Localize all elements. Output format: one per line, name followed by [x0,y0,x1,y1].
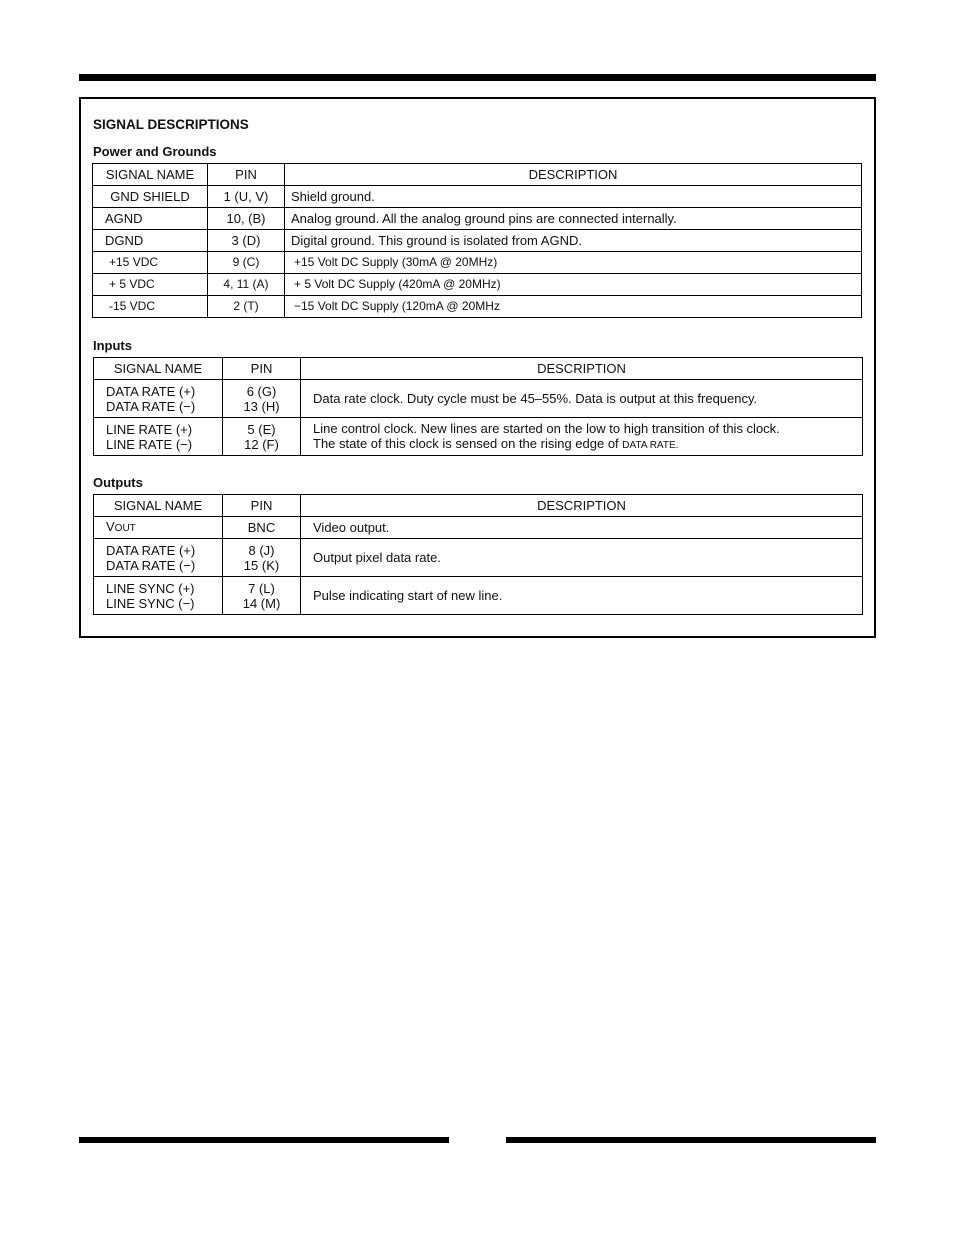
inputs-table [93,357,863,456]
signal-descriptions-frame [79,97,876,638]
signal-name [94,418,223,456]
table-row [94,577,863,615]
pin-positive: 8 (J) [248,542,275,558]
table-row [93,252,862,274]
header-signal-name: SIGNAL NAME [94,358,223,380]
description: Output pixel data rate. [301,539,863,577]
pin-positive: 7 (L) [248,580,275,596]
table-header-row [94,358,863,380]
top-rule [79,74,876,81]
header-description: DESCRIPTION [301,358,863,380]
pin [223,418,301,456]
table-row [93,274,862,296]
bottom-left-rule [79,1137,449,1143]
signal-name-negative: LINE RATE (−) [106,436,193,452]
signal-name [94,517,223,539]
signal-name-positive: LINE SYNC (+) [106,580,195,596]
signal-name: + 5 VDC [93,274,208,296]
description-line-1: Line control clock. New lines are started on the low to high transition of this clock. [313,420,780,436]
pin-negative: 13 (H) [243,398,280,414]
header-description: DESCRIPTION [301,495,863,517]
pin: 4, 11 (A) [208,274,285,296]
table-row [93,186,862,208]
signal-name-positive: DATA RATE (+) [106,383,196,399]
pin: 3 (D) [208,230,285,252]
table-row [94,380,863,418]
table-row [94,539,863,577]
signal-name: DGND [93,230,208,252]
table-header-row [93,164,862,186]
signal-name [94,539,223,577]
table-row [93,296,862,318]
pin: 2 (T) [208,296,285,318]
pin: 9 (C) [208,252,285,274]
signal-name: AGND [93,208,208,230]
header-description: DESCRIPTION [285,164,862,186]
outputs-table [93,494,863,615]
power-heading: Power and Grounds [93,144,217,159]
pin [223,539,301,577]
outputs-heading: Outputs [93,475,143,490]
pin: BNC [223,517,301,539]
signal-name-negative: DATA RATE (−) [106,398,196,414]
pin-negative: 12 (F) [244,436,279,452]
pin-positive: 6 (G) [246,383,277,399]
description: +15 Volt DC Supply (30mA @ 20MHz) [285,252,862,274]
signal-name [94,380,223,418]
description-line-2 [313,436,856,453]
pin-positive: 5 (E) [247,421,276,437]
signal-name [94,577,223,615]
bottom-right-rule [506,1137,876,1143]
pin [223,380,301,418]
signal-name: -15 VDC [93,296,208,318]
header-pin: PIN [223,358,301,380]
signal-name: +15 VDC [93,252,208,274]
header-signal-name: SIGNAL NAME [94,495,223,517]
signal-name: GND SHIELD [93,186,208,208]
section-title: SIGNAL DESCRIPTIONS [93,117,249,132]
pin [223,577,301,615]
description: Digital ground. This ground is isolated from AGND. [285,230,862,252]
vout-main: V [106,519,115,534]
signal-name-negative: LINE SYNC (−) [106,595,195,611]
table-row [94,418,863,456]
power-table [92,163,862,318]
table-row [93,208,862,230]
pin: 10, (B) [208,208,285,230]
pin: 1 (U, V) [208,186,285,208]
signal-name-positive: LINE RATE (+) [106,421,193,437]
table-header-row [94,495,863,517]
description: + 5 Volt DC Supply (420mA @ 20MHz) [285,274,862,296]
description: Analog ground. All the analog ground pins are connected internally. [285,208,862,230]
header-pin: PIN [223,495,301,517]
description: −15 Volt DC Supply (120mA @ 20MHz [285,296,862,318]
inputs-heading: Inputs [93,338,132,353]
table-row [94,517,863,539]
description: Pulse indicating start of new line. [301,577,863,615]
signal-name-positive: DATA RATE (+) [106,542,196,558]
description-text: The state of this clock is sensed on the rising edge of [313,435,619,451]
pin-negative: 14 (M) [242,595,281,611]
header-signal-name: SIGNAL NAME [93,164,208,186]
signal-name-negative: DATA RATE (−) [106,557,196,573]
description: Shield ground. [285,186,862,208]
description: Data rate clock. Duty cycle must be 45–55%. Data is output at this frequency. [301,380,863,418]
description [301,418,863,456]
description: Video output. [301,517,863,539]
data-rate-small-caps: DATA RATE. [622,439,679,451]
pin-negative: 15 (K) [243,557,280,573]
table-row [93,230,862,252]
vout-subscript: OUT [114,523,136,534]
header-pin: PIN [208,164,285,186]
